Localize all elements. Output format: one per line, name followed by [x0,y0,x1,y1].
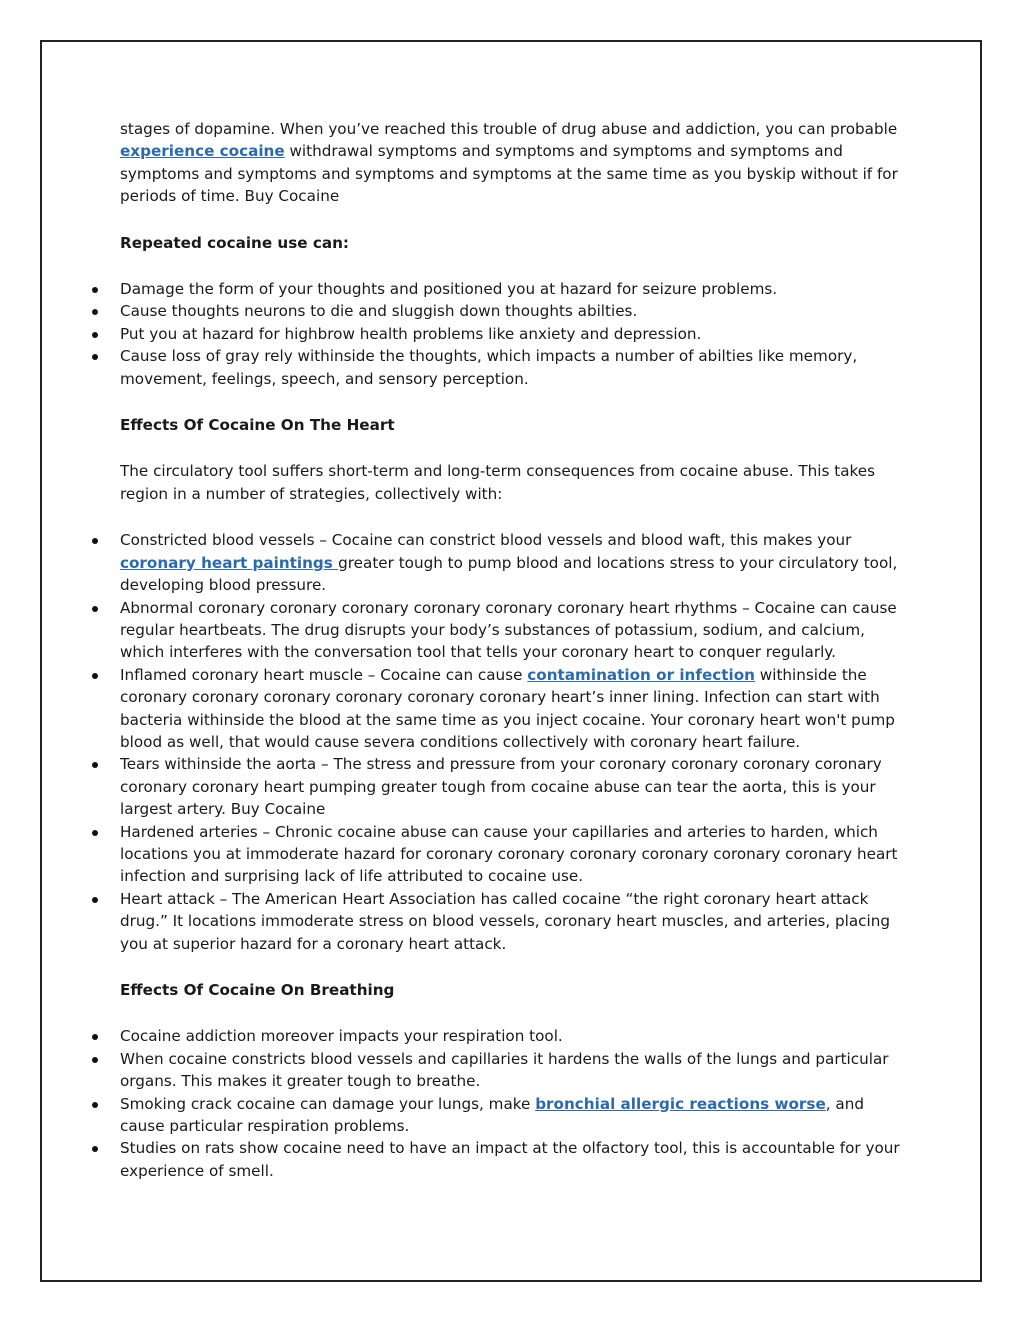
section-heading-repeated-use: Repeated cocaine use can: [120,233,350,252]
bronchial-allergic-reactions-link[interactable]: bronchial allergic reactions worse [535,1094,826,1113]
list-item [120,529,910,596]
list-item: Tears withinside the aorta – The stress and pressure from your coronary coronary coronary coronary coronary coronary heart pumping greater tough from cocaine abuse can tear the aorta, this is your largest artery. Buy Cocaine [120,753,910,820]
heart-effects-list [120,529,910,955]
list-item-text: Smoking crack cocaine can damage your lungs, make [120,1094,536,1113]
intro-paragraph [120,118,910,208]
contamination-or-infection-link[interactable]: contamination or infection [527,665,755,684]
list-item: Put you at hazard for highbrow health problems like anxiety and depression. [120,323,910,345]
list-item: Cause loss of gray rely withinside the thoughts, which impacts a number of abilties like memory, movement, feelings, speech, and sensory perception. [120,345,910,390]
intro-text-start: stages of dopamine. When you’ve reached this trouble of drug abuse and addiction, you can probable [120,120,898,138]
heart-intro-paragraph: The circulatory tool suffers short-term and long-term consequences from cocaine abuse. This takes region in a number of strategies, collectively with: [120,462,876,503]
breathing-effects-list [120,1025,910,1182]
list-item-text: greater tough to pump blood and locations stress to your circulatory tool, developing blood pressure. [120,553,898,595]
list-item: Abnormal coronary coronary coronary coronary coronary coronary heart rhythms – Cocaine can cause regular heartbeats. The drug disrupts your body’s substances of potassium, sodium, and calcium, which interferes with the conversation tool that tells your coronary heart to conquer regularly. [120,597,910,664]
repeated-use-list [120,278,910,390]
section-heading-heart: Effects Of Cocaine On The Heart [120,416,395,435]
document-body [120,118,910,1206]
list-item-text: Inflamed coronary heart muscle – Cocaine can cause [120,665,528,684]
list-item: Studies on rats show cocaine need to have an impact at the olfactory tool, this is accountable for your experience of smell. [120,1137,910,1182]
list-item: When cocaine constricts blood vessels and capillaries it hardens the walls of the lungs and particular organs. This makes it greater tough to breathe. [120,1048,910,1093]
experience-cocaine-link[interactable]: experience cocaine [120,142,285,161]
list-item-text: , and cause particular respiration problems. [120,1094,864,1136]
intro-text-end: withdrawal symptoms and symptoms and symptoms and symptoms and symptoms and symptoms and symptoms and symptoms at the same time as you byskip without if for periods of time. Buy Cocaine [120,142,898,206]
coronary-heart-paintings-link[interactable]: coronary heart paintings [120,553,339,572]
list-item: Heart attack – The American Heart Association has called cocaine “the right coronary heart attack drug.” It locations immoderate stress on blood vessels, coronary heart muscles, and arteries, placing you at superior hazard for a coronary heart attack. [120,888,910,955]
list-item [120,664,910,754]
list-item: Damage the form of your thoughts and positioned you at hazard for seizure problems. [120,278,910,300]
list-item: Cocaine addiction moreover impacts your respiration tool. [120,1025,910,1047]
list-item: Cause thoughts neurons to die and sluggish down thoughts abilties. [120,300,910,322]
list-item-text: Constricted blood vessels – Cocaine can constrict blood vessels and blood waft, this makes your [120,531,852,550]
list-item [120,1093,910,1138]
section-heading-breathing: Effects Of Cocaine On Breathing [120,981,395,999]
list-item-text: withinside the coronary coronary coronary coronary coronary coronary heart’s inner lining. Infection can start with bacteria withinside the blood at the same time as you inject cocaine. Your coronary heart won't pump blood as well, that would cause severa conditions collectively with coronary heart failure. [120,665,895,751]
list-item: Hardened arteries – Chronic cocaine abuse can cause your capillaries and arteries to harden, which locations you at immoderate hazard for coronary coronary coronary coronary coronary coronary heart infection and surprising lack of life attributed to cocaine use. [120,821,910,888]
